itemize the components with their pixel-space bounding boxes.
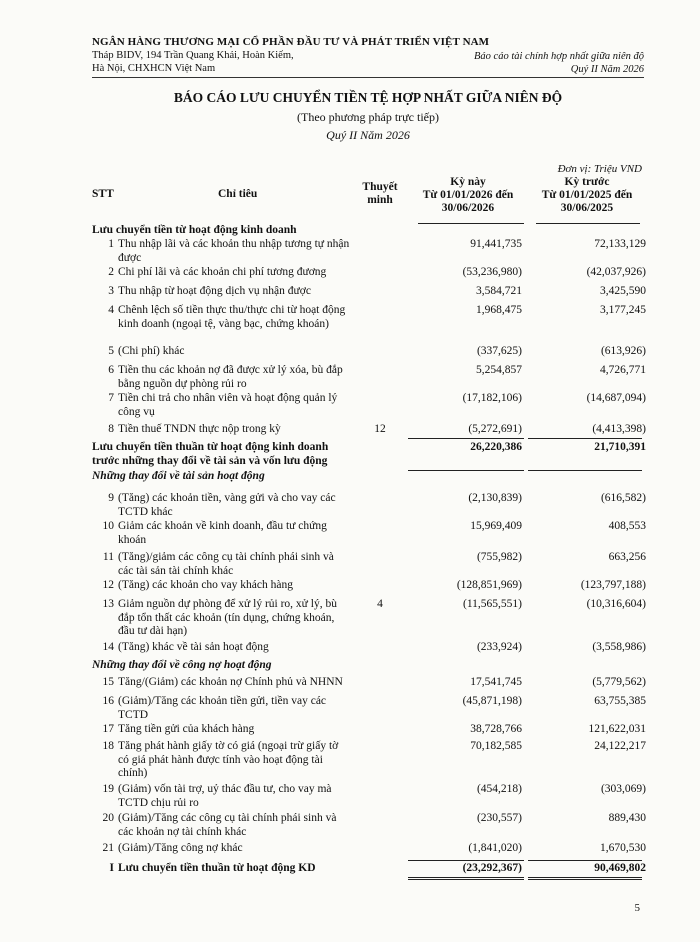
page-number: 5 bbox=[634, 902, 640, 914]
bank-address-line2: Hà Nội, CHXHCN Việt Nam bbox=[92, 63, 216, 74]
row-label: Chênh lệch số tiền thực thu/thực chi từ hoạt động kinh doanh (ngoại tệ, vàng bạc, chứng khoán) bbox=[118, 304, 346, 330]
row-number: 15 bbox=[102, 676, 114, 688]
prior-period-value: (14,687,094) bbox=[586, 392, 646, 404]
current-period-value: (45,871,198) bbox=[462, 695, 522, 707]
current-period-value: (128,851,969) bbox=[456, 579, 522, 591]
current-period-value: (2,130,839) bbox=[468, 492, 522, 504]
row-label: (Giảm)/Tăng các công cụ tài chính phái sinh và các khoản nợ tài chính khác bbox=[118, 812, 337, 838]
subtotal-bottom-rule-prior bbox=[528, 470, 642, 471]
prior-period-value: 90,469,802 bbox=[594, 862, 646, 874]
column-header-prior-period bbox=[528, 176, 646, 215]
bank-address-line1: Tháp BIDV, 194 Trần Quang Khải, Hoàn Kiếm, bbox=[92, 50, 294, 61]
row-number: 14 bbox=[102, 641, 114, 653]
table-header bbox=[92, 176, 644, 222]
row-label: (Tăng) các khoản tiền, vàng gửi và cho vay các TCTD khác bbox=[118, 492, 336, 518]
current-period-value: 3,584,721 bbox=[476, 285, 522, 297]
column-header-note-line1: Thuyết bbox=[362, 181, 398, 193]
header-underline-current bbox=[418, 223, 524, 224]
current-period-value: (337,625) bbox=[476, 345, 522, 357]
row-label: Những thay đổi về tài sản hoạt động bbox=[92, 470, 265, 482]
current-period-value: (233,924) bbox=[476, 641, 522, 653]
row-label: (Tăng) khác về tài sản hoạt động bbox=[118, 641, 269, 653]
row-number: I bbox=[109, 862, 114, 874]
row-label: Thu nhập từ hoạt động dịch vụ nhận được bbox=[118, 285, 311, 297]
row-number: 3 bbox=[108, 285, 114, 297]
row-label: (Tăng)/giảm các công cụ tài chính phái sinh và các tài sản tài chính khác bbox=[118, 551, 334, 577]
currency-unit: Đơn vị: Triệu VND bbox=[557, 163, 642, 175]
row-number: 16 bbox=[102, 695, 114, 707]
row-label: Tiền chi trả cho nhân viên và hoạt động quản lý công vụ bbox=[118, 392, 338, 418]
total-double-rule-current bbox=[408, 879, 524, 880]
report-period-short: Quý II Năm 2026 bbox=[570, 64, 644, 75]
row-number: 19 bbox=[102, 783, 114, 795]
prior-period-value: 24,122,217 bbox=[594, 740, 646, 752]
row-label: Tăng/(Giảm) các khoản nợ Chính phủ và NHNN bbox=[118, 676, 343, 688]
row-number: 6 bbox=[108, 364, 114, 376]
current-period-value: 70,182,585 bbox=[470, 740, 522, 752]
column-header-note-line2: minh bbox=[367, 194, 393, 206]
row-label: Thu nhập lãi và các khoản thu nhập tương tự nhận được bbox=[118, 238, 350, 264]
row-note: 4 bbox=[377, 598, 383, 610]
header-divider bbox=[92, 77, 644, 78]
row-number: 9 bbox=[108, 492, 114, 504]
column-header-current-line3: 30/06/2026 bbox=[441, 202, 495, 214]
row-number: 21 bbox=[102, 842, 114, 854]
total-double-rule-prior bbox=[528, 879, 642, 880]
column-header-current-period bbox=[410, 176, 526, 215]
row-label: (Giảm)/Tăng các khoản tiền gửi, tiền vay các TCTD bbox=[118, 695, 327, 721]
column-header-item: Chỉ tiêu bbox=[218, 188, 258, 200]
row-label: Giảm các khoản về kinh doanh, đầu tư chứng khoán bbox=[118, 520, 327, 546]
current-period-value: (17,182,106) bbox=[462, 392, 522, 404]
subtotal-top-rule-prior bbox=[528, 438, 642, 439]
prior-period-value: (3,558,986) bbox=[592, 641, 646, 653]
prior-period-value: 72,133,129 bbox=[594, 238, 646, 250]
row-number: 12 bbox=[102, 579, 114, 591]
row-note: 12 bbox=[374, 423, 386, 435]
row-number: 4 bbox=[108, 304, 114, 316]
bank-name: NGÂN HÀNG THƯƠNG MẠI CỔ PHẦN ĐẦU TƯ VÀ PHÁT TRIỂN VIỆT NAM bbox=[92, 36, 490, 48]
current-period-value: 17,541,745 bbox=[470, 676, 522, 688]
row-label: Tiền thuế TNDN thực nộp trong kỳ bbox=[118, 423, 281, 435]
prior-period-value: (5,779,562) bbox=[592, 676, 646, 688]
total-bottom-rule-current bbox=[408, 877, 524, 878]
prior-period-value: 408,553 bbox=[608, 520, 646, 532]
current-period-value: (755,982) bbox=[476, 551, 522, 563]
subtotal-bottom-rule-current bbox=[408, 470, 524, 471]
prior-period-value: 4,726,771 bbox=[600, 364, 646, 376]
current-period-value: (5,272,691) bbox=[468, 423, 522, 435]
prior-period-value: 121,622,031 bbox=[588, 723, 646, 735]
row-label: Những thay đổi về công nợ hoạt động bbox=[92, 659, 272, 671]
total-top-rule-prior bbox=[528, 860, 642, 861]
prior-period-value: (10,316,604) bbox=[586, 598, 646, 610]
prior-period-value: 63,755,385 bbox=[594, 695, 646, 707]
row-label: Lưu chuyển tiền thuần từ hoạt động KD bbox=[118, 862, 316, 874]
current-period-value: 38,728,766 bbox=[470, 723, 522, 735]
prior-period-value: (42,037,926) bbox=[586, 266, 646, 278]
current-period-value: (11,565,551) bbox=[463, 598, 522, 610]
current-period-value: 91,441,735 bbox=[470, 238, 522, 250]
row-label: Lưu chuyển tiền từ hoạt động kinh doanh bbox=[92, 224, 297, 236]
current-period-value: (454,218) bbox=[476, 783, 522, 795]
prior-period-value: (616,582) bbox=[600, 492, 646, 504]
row-label: (Giảm) vốn tài trợ, uỷ thác đầu tư, cho vay mà TCTD chịu rủi ro bbox=[118, 783, 332, 809]
current-period-value: 15,969,409 bbox=[470, 520, 522, 532]
current-period-value: (23,292,367) bbox=[462, 862, 522, 874]
prior-period-value: (303,069) bbox=[600, 783, 646, 795]
row-number: 1 bbox=[108, 238, 114, 250]
row-number: 10 bbox=[102, 520, 114, 532]
page-title: BÁO CÁO LƯU CHUYỂN TIỀN TỆ HỢP NHẤT GIỮA NIÊN ĐỘ bbox=[173, 90, 563, 105]
row-number: 13 bbox=[102, 598, 114, 610]
column-header-note bbox=[356, 181, 404, 207]
current-period-value: 26,220,386 bbox=[470, 441, 522, 453]
total-top-rule-current bbox=[408, 860, 524, 861]
current-period-value: (53,236,980) bbox=[462, 266, 522, 278]
row-number: 5 bbox=[108, 345, 114, 357]
report-name: Báo cáo tài chính hợp nhất giữa niên độ bbox=[474, 51, 644, 62]
prior-period-value: 3,177,245 bbox=[600, 304, 646, 316]
prior-period-value: 889,430 bbox=[608, 812, 646, 824]
row-number: 8 bbox=[108, 423, 114, 435]
current-period-value: 5,254,857 bbox=[476, 364, 522, 376]
row-label: (Tăng) các khoản cho vay khách hàng bbox=[118, 579, 293, 591]
prior-period-value: (4,413,398) bbox=[592, 423, 646, 435]
row-number: 17 bbox=[102, 723, 114, 735]
row-label: (Giảm)/Tăng công nợ khác bbox=[118, 842, 243, 854]
row-label: Tăng tiền gửi của khách hàng bbox=[118, 723, 255, 735]
row-label: Tăng phát hành giấy tờ có giá (ngoại trừ giấy tờ có giá phát hành được tính vào hoạt động tài chính) bbox=[118, 740, 339, 779]
column-header-prior-line2: Từ 01/01/2025 đến bbox=[541, 189, 633, 201]
prior-period-value: 21,710,391 bbox=[594, 441, 646, 453]
prior-period-value: 3,425,590 bbox=[600, 285, 646, 297]
row-label: Giảm nguồn dự phòng để xử lý rủi ro, xử lý, bù đắp tổn thất các khoản (tín dụng, chứng khoán, đầu tư dài hạn) bbox=[118, 598, 337, 637]
row-number: 20 bbox=[102, 812, 114, 824]
row-number: 11 bbox=[102, 551, 114, 563]
column-header-stt: STT bbox=[92, 188, 114, 200]
row-label: Chi phí lãi và các khoản chi phí tương đương bbox=[118, 266, 327, 278]
header-underline-prior bbox=[536, 223, 640, 224]
column-header-prior-line1: Kỳ trước bbox=[564, 176, 610, 188]
subtotal-top-rule-current bbox=[408, 438, 524, 439]
column-header-prior-line3: 30/06/2025 bbox=[560, 202, 614, 214]
prior-period-value: 663,256 bbox=[608, 551, 646, 563]
current-period-value: 1,968,475 bbox=[476, 304, 522, 316]
current-period-value: (1,841,020) bbox=[468, 842, 522, 854]
row-label: (Chi phí) khác bbox=[118, 345, 185, 357]
column-header-current-line2: Từ 01/01/2026 đến bbox=[422, 189, 514, 201]
prior-period-value: (123,797,188) bbox=[580, 579, 646, 591]
report-period: Quý II Năm 2026 bbox=[326, 128, 410, 142]
prior-period-value: (613,926) bbox=[600, 345, 646, 357]
prior-period-value: 1,670,530 bbox=[600, 842, 646, 854]
row-number: 7 bbox=[108, 392, 114, 404]
total-bottom-rule-prior bbox=[528, 877, 642, 878]
column-header-current-line1: Kỳ này bbox=[450, 176, 486, 188]
row-label: Tiền thu các khoản nợ đã được xử lý xóa, bù đắp bằng nguồn dự phòng rủi ro bbox=[118, 364, 343, 390]
current-period-value: (230,557) bbox=[476, 812, 522, 824]
row-number: 2 bbox=[108, 266, 114, 278]
row-label: Lưu chuyển tiền thuần từ hoạt động kinh doanh trước những thay đổi về tài sản và vốn lưu động bbox=[92, 441, 329, 467]
page-subtitle: (Theo phương pháp trực tiếp) bbox=[297, 110, 439, 124]
row-number: 18 bbox=[102, 740, 114, 752]
